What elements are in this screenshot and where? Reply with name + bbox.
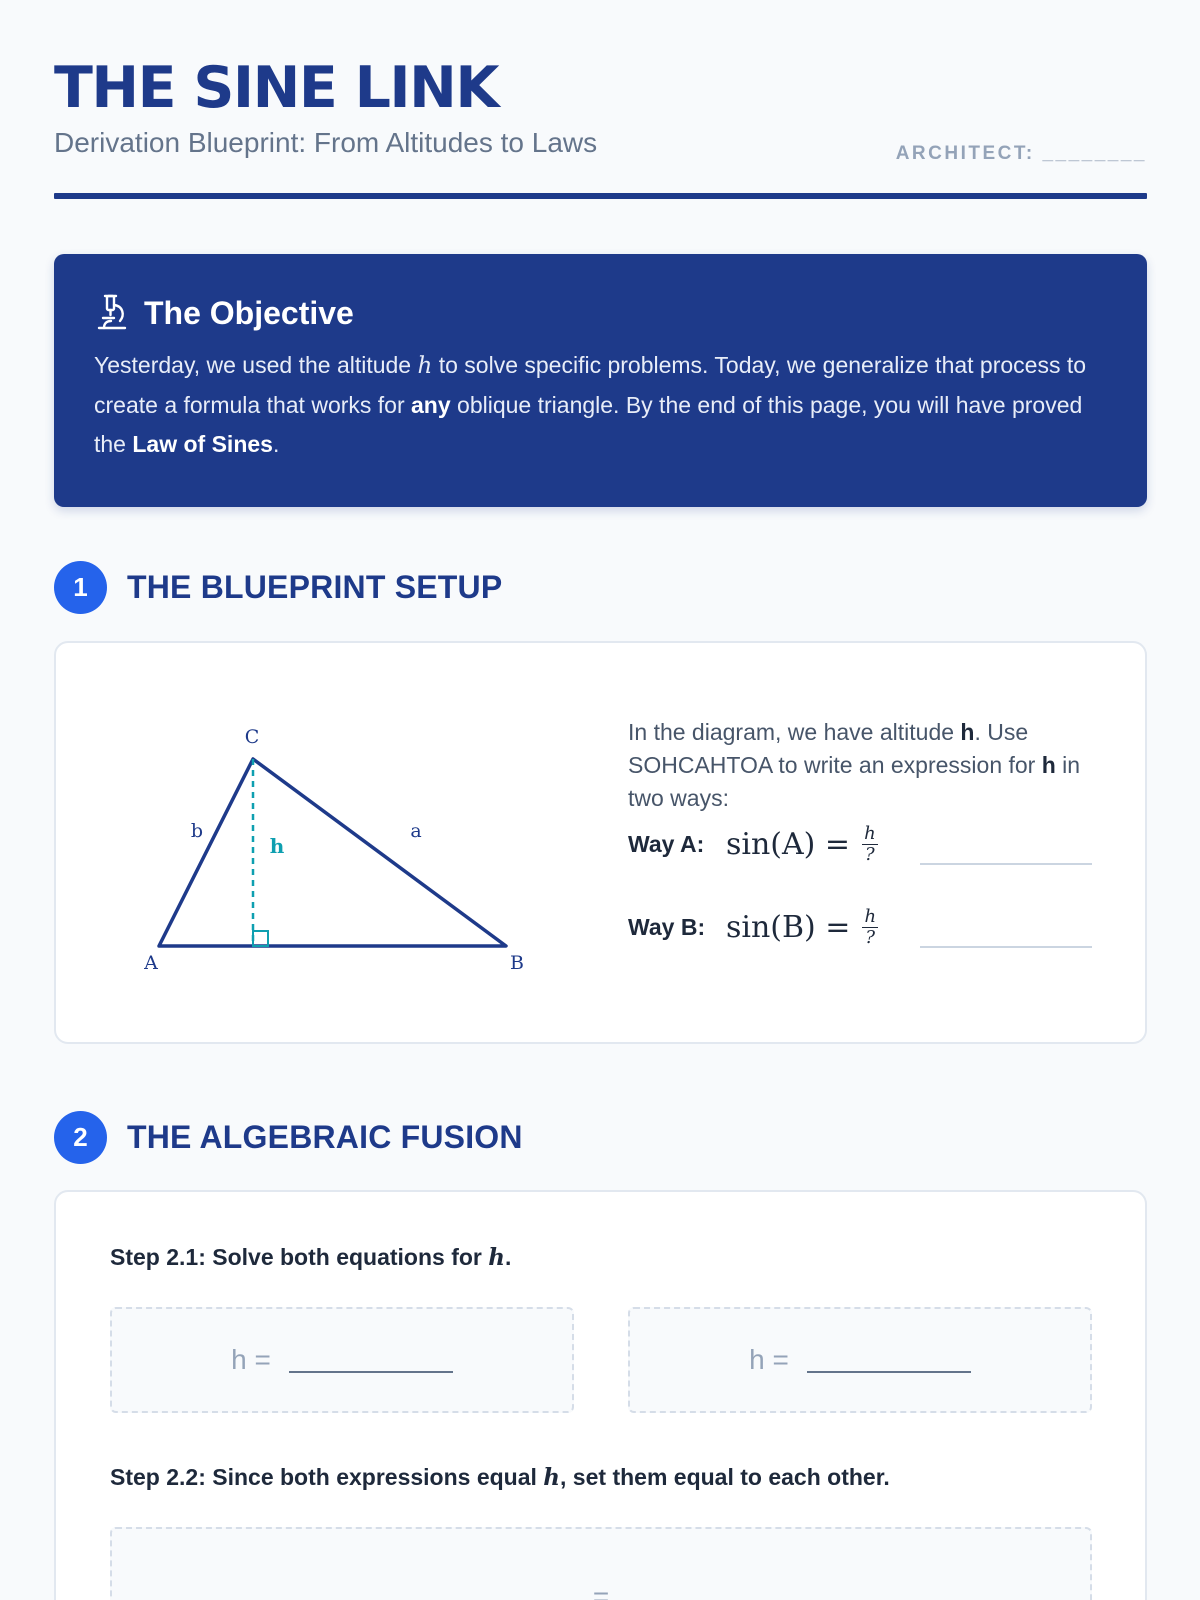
section-1-title: THE BLUEPRINT SETUP [127, 569, 503, 605]
objective-var-h: h [417, 353, 433, 379]
objective-bold-law: Law of Sines [132, 431, 273, 457]
vertex-a-label: A [144, 952, 158, 974]
solve-h-box-right[interactable] [628, 1307, 1092, 1413]
right-angle-marker [253, 931, 268, 946]
setup-text-part: In the diagram, we have altitude [628, 719, 961, 745]
section-2-header [54, 1111, 523, 1164]
equals-sign: = [592, 1581, 610, 1600]
equate-box[interactable] [110, 1527, 1092, 1600]
architect-field[interactable]: ARCHITECT: ________ [895, 143, 1147, 164]
way-a-row [628, 825, 878, 864]
objective-text-part: Yesterday, we used the altitude [94, 352, 418, 378]
box-left-blank [289, 1371, 453, 1373]
way-a-label: Way A: [628, 831, 705, 857]
way-a-denominator: ? [865, 844, 875, 865]
way-a-fraction [862, 825, 878, 864]
step-var-h: h [543, 1464, 561, 1491]
objective-panel [54, 254, 1147, 507]
way-b-numerator: h [864, 906, 877, 927]
side-a-label: a [410, 820, 422, 842]
algebraic-fusion-card [54, 1190, 1147, 1600]
solve-h-box-left[interactable] [110, 1307, 574, 1413]
way-b-equation [726, 908, 878, 947]
setup-text-part: in two ways: [628, 752, 1081, 811]
setup-text-part: . Use SOHCAHTOA to write an expression for [628, 719, 1042, 778]
section-1-number: 1 [54, 561, 107, 614]
page-title: THE SINE LINK [54, 55, 499, 121]
section-2-title: THE ALGEBRAIC FUSION [127, 1119, 523, 1155]
way-b-denominator: ? [865, 927, 876, 948]
way-a-numerator: h [864, 823, 876, 844]
vertex-b-label: B [510, 952, 524, 974]
way-b-row [628, 908, 878, 947]
objective-header [94, 292, 1107, 334]
step-text-part: Step 2.1: Solve both equations for [110, 1244, 489, 1270]
step-var-h: h [488, 1244, 505, 1271]
setup-instructions [628, 716, 1098, 815]
way-b-label: Way B: [628, 914, 706, 940]
microscope-icon [94, 293, 130, 333]
way-b-fraction [862, 908, 878, 947]
objective-text [94, 346, 1104, 464]
box-right-blank [807, 1371, 971, 1373]
step-text-part: , set them equal to each other. [560, 1464, 890, 1490]
blueprint-setup-card [54, 641, 1147, 1044]
worksheet-page [54, 0, 1147, 1600]
objective-text-part: . [272, 431, 280, 457]
objective-text-part: to solve specific problems. Today, we generalize that process to create a formula that works for [94, 352, 1087, 418]
setup-bold-h: h [960, 719, 975, 745]
triangle-diagram [131, 703, 551, 993]
way-a-lhs: sin(A) = [726, 827, 851, 862]
way-b-lhs: sin(B) = [726, 910, 851, 945]
step-2-1-label [110, 1244, 511, 1271]
way-a-equation [726, 825, 878, 864]
step-text-part: Step 2.2: Since both expressions equal [110, 1464, 544, 1490]
objective-bold-any: any [411, 392, 451, 418]
way-b-answer-line[interactable] [920, 946, 1092, 948]
page-subtitle: Derivation Blueprint: From Altitudes to Laws [54, 127, 598, 158]
box-left-label: h = [231, 1344, 271, 1375]
objective-text-part: oblique triangle. By the end of this page, you will have proved the [94, 392, 1083, 457]
setup-bold-h: h [1041, 752, 1056, 778]
altitude-label: h [269, 834, 285, 858]
section-1-header [54, 561, 502, 614]
header-divider [54, 193, 1147, 199]
step-text-part: . [505, 1244, 512, 1270]
triangle-shape [159, 759, 506, 946]
side-b-label: b [190, 820, 204, 842]
box-right-label: h = [749, 1344, 789, 1375]
section-2-number: 2 [54, 1111, 107, 1164]
objective-title: The Objective [144, 295, 354, 331]
step-2-2-label [110, 1464, 890, 1491]
way-a-answer-line[interactable] [920, 863, 1092, 865]
vertex-c-label: C [244, 726, 260, 748]
